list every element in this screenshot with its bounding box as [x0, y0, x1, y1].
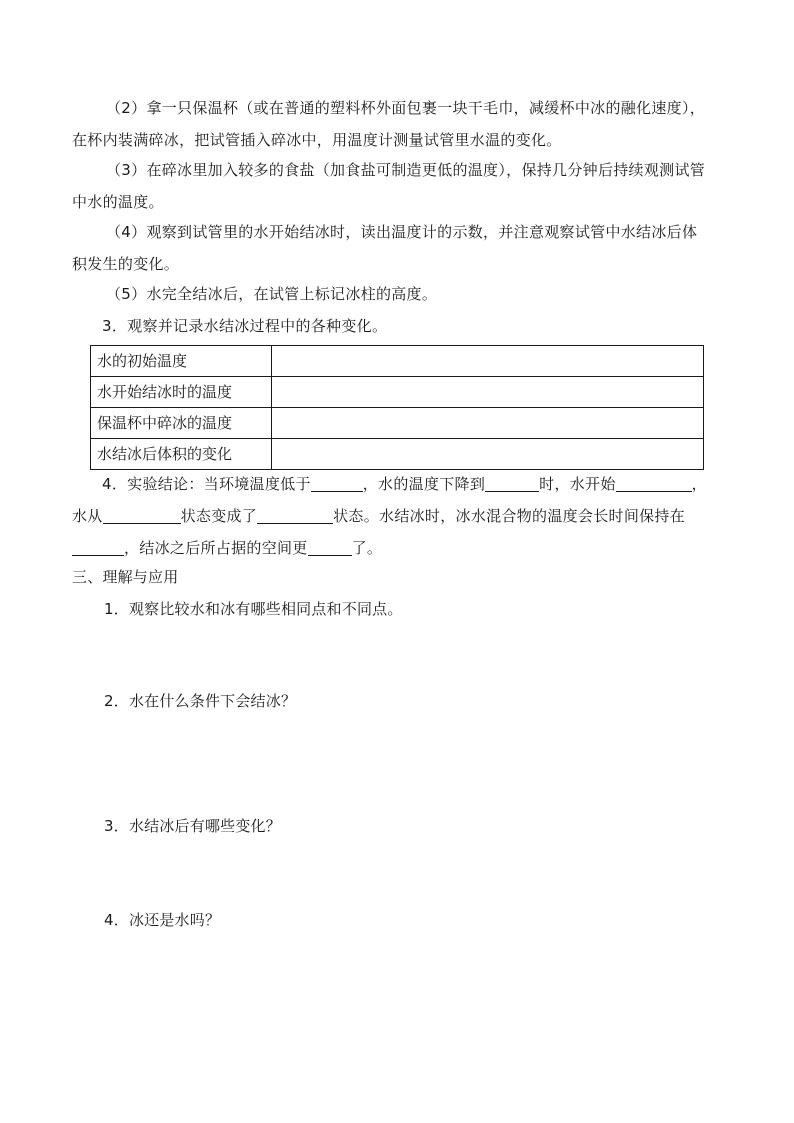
blank-5[interactable] — [257, 505, 333, 524]
section-3-title: 3．观察并记录水结冰过程中的各种变化。 — [102, 317, 388, 335]
table-row — [91, 408, 704, 439]
conclusion-text: 状态变成了 — [180, 507, 258, 525]
conclusion-text: 状态。水结冰时，冰水混合物的温度会长时间保持在 — [333, 507, 686, 525]
question-4: 4．冰还是水吗？ — [104, 911, 221, 929]
step-4-paragraph — [72, 216, 732, 280]
blank-4[interactable] — [103, 505, 181, 524]
blank-1[interactable] — [311, 473, 363, 492]
table-row — [91, 346, 704, 377]
section-3-heading — [72, 310, 732, 342]
step-4-line-2: 积发生的变化。 — [72, 255, 180, 273]
blank-3[interactable] — [616, 473, 692, 492]
blank-2[interactable] — [485, 473, 539, 492]
table-value-cell[interactable] — [272, 408, 704, 439]
table-value-cell[interactable] — [272, 439, 704, 470]
step-4-line-1: （4）观察到试管里的水开始结冰时，读出温度计的示数，并注意观察试管中水结冰后体 — [106, 223, 698, 241]
table-value-cell[interactable] — [272, 377, 704, 408]
table-row — [91, 377, 704, 408]
conclusion-text: ， — [691, 475, 707, 493]
table-label-cell: 水的初始温度 — [91, 346, 272, 377]
conclusion-text: 时，水开始 — [539, 475, 616, 493]
question-3: 3．水结冰后有哪些变化？ — [104, 817, 281, 835]
table-row — [91, 439, 704, 470]
table-value-cell[interactable] — [272, 346, 704, 377]
observation-table — [90, 345, 704, 470]
conclusion-text: 水从 — [72, 507, 103, 525]
conclusion-text: ，结冰之后所占据的空间更 — [124, 539, 308, 557]
table-label-cell: 水结冰后体积的变化 — [91, 439, 272, 470]
conclusion-text: 4．实验结论：当环境温度低于 — [102, 475, 311, 493]
step-3-paragraph — [72, 154, 732, 218]
step-2-paragraph — [72, 92, 732, 156]
step-2-line-1: （2）拿一只保温杯（或在普通的塑料杯外面包裹一块干毛巾，减缓杯中冰的融化速度）， — [106, 99, 706, 117]
part-3-heading: 三、理解与应用 — [72, 568, 179, 586]
conclusion-text: 了。 — [351, 539, 383, 557]
conclusion-text: ，水的温度下降到 — [362, 475, 486, 493]
step-5-line: （5）水完全结冰后，在试管上标记冰柱的高度。 — [106, 285, 438, 303]
conclusion-paragraph — [72, 468, 732, 564]
step-3-line-1: （3）在碎冰里加入较多的食盐（加食盐可制造更低的温度），保持几分钟后持续观测试管 — [106, 161, 706, 179]
step-3-line-2: 中水的温度。 — [72, 193, 164, 211]
step-2-line-2: 在杯内装满碎冰，把试管插入碎冰中，用温度计测量试管里水温的变化。 — [72, 131, 562, 149]
blank-7[interactable] — [308, 537, 352, 556]
table-label-cell: 水开始结冰时的温度 — [91, 377, 272, 408]
question-1: 1．观察比较水和冰有哪些相同点和不同点。 — [104, 600, 403, 618]
step-5-paragraph — [72, 278, 732, 310]
question-2: 2．水在什么条件下会结冰？ — [104, 692, 297, 710]
table-label-cell: 保温杯中碎冰的温度 — [91, 408, 272, 439]
blank-6[interactable] — [72, 537, 124, 556]
